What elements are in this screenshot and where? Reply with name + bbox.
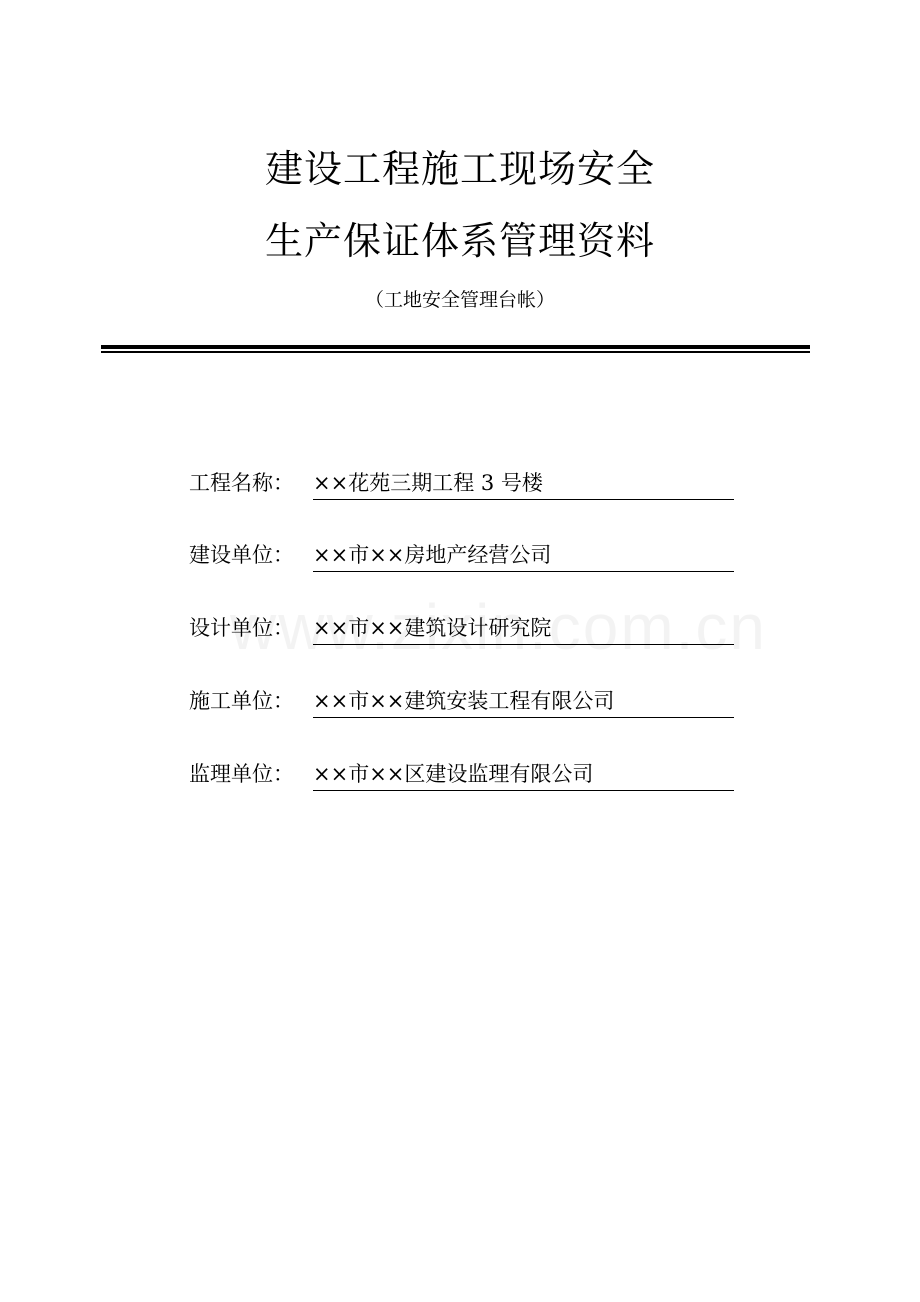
field-underline: [313, 759, 734, 791]
field-value: ××花苑三期工程 3 号楼: [313, 471, 543, 495]
header-divider-thin: [101, 351, 810, 353]
field-underline: [313, 686, 734, 718]
field-underline: [313, 540, 734, 572]
document-subtitle: （工地安全管理台帐）: [364, 289, 555, 311]
field-value: ××市××房地产经营公司: [313, 543, 552, 567]
field-value: ××市××建筑设计研究院: [313, 616, 552, 640]
field-row-contractor-unit: [189, 686, 734, 718]
field-value: ××市××建筑安装工程有限公司: [313, 689, 615, 713]
field-underline: [313, 613, 734, 645]
field-label: 施工单位：: [189, 689, 294, 713]
field-label: 监理单位：: [189, 762, 294, 786]
field-label: 工程名称：: [189, 471, 294, 495]
field-label: 建设单位：: [189, 543, 294, 567]
document-title-line-1: 建设工程施工现场安全: [264, 147, 655, 191]
field-value: ××市××区建设监理有限公司: [313, 762, 594, 786]
field-row-supervision-unit: [189, 759, 734, 791]
field-row-project-name: [189, 468, 734, 500]
document-title-line-2: 生产保证体系管理资料: [264, 219, 655, 263]
field-label: 设计单位：: [189, 616, 294, 640]
header-divider-thick: [101, 345, 810, 349]
field-underline: [313, 468, 734, 500]
field-row-construction-unit: [189, 540, 734, 572]
field-row-design-unit: [189, 613, 734, 645]
